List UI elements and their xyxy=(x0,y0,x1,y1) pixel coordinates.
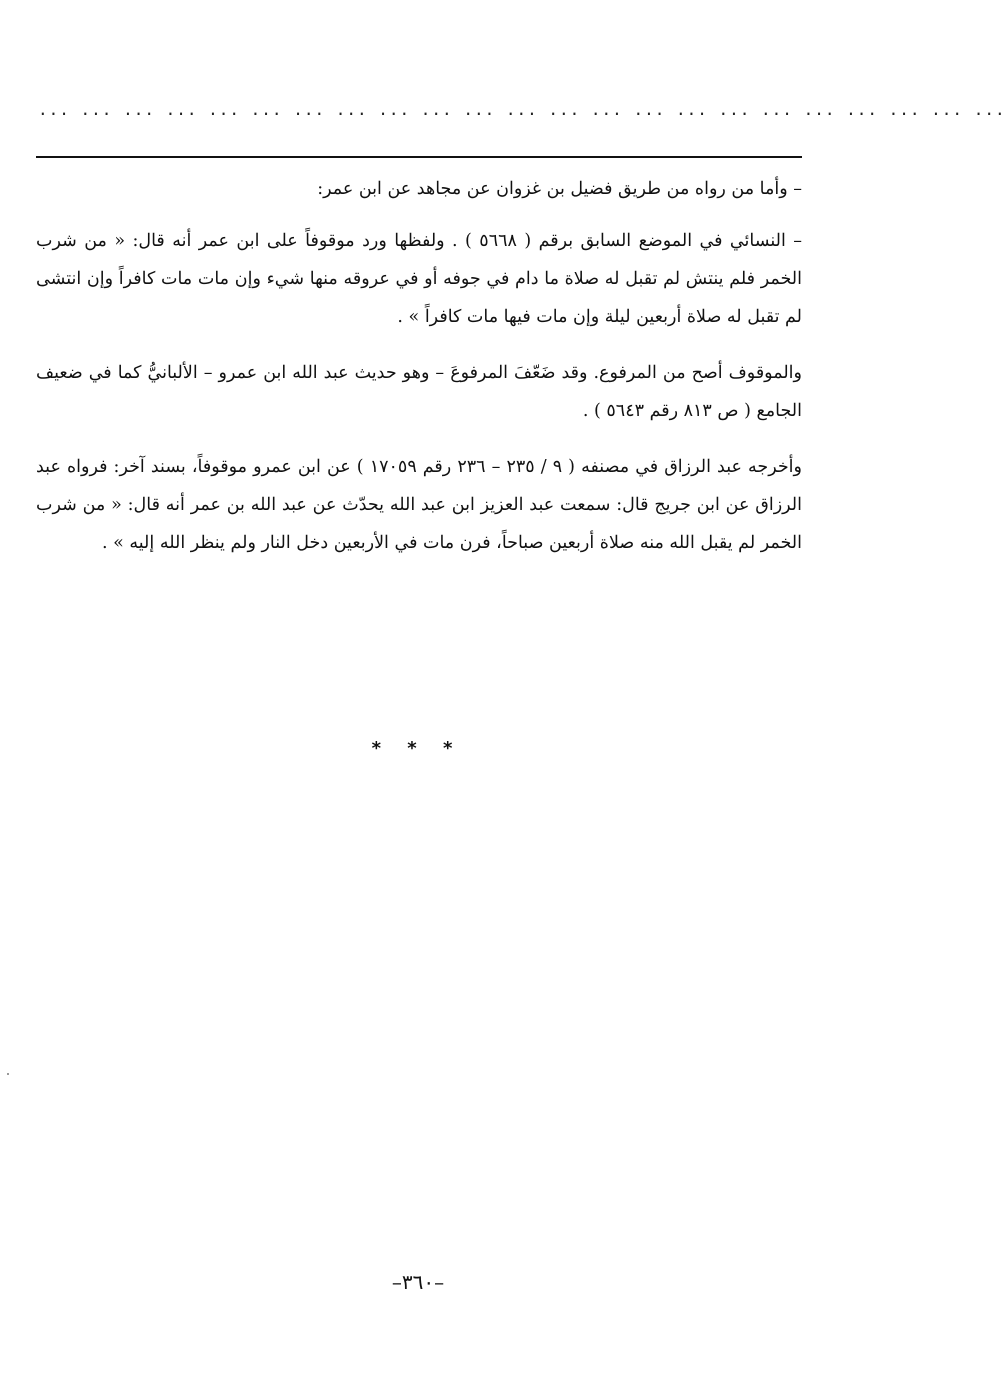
footnote-divider-line xyxy=(36,156,802,158)
page-number: –٣٦٠– xyxy=(391,1270,445,1294)
scan-speck xyxy=(7,1073,9,1075)
paragraph-3: والموقوف أصح من المرفوع. وقد ضَعّفَ المرفوعَ – وهو حديث عبد الله ابن عمرو – الألبانيُّ كما في ضعيف الجامع ( ص ٨١٣ رقم ٥٦٤٣ ) . xyxy=(36,363,802,421)
continuation-dots: ... ... ... ... ... ... ... ... ... ... ... ... ... ... ... ... ... ... ... ... ... ... ... xyxy=(38,100,1006,119)
paragraph-1: – وأما من رواه من طريق فضيل بن غزوان عن مجاهد عن ابن عمر: xyxy=(317,179,802,199)
paragraph-2: – النسائي في الموضع السابق برقم ( ٥٦٦٨ ) . ولفظها ورد موقوفاً على ابن عمر أنه قال: « من شرب الخمر فلم ينتش لم تقبل له صلاة ما دام في جوفه أو في عروقه منها شيء وإن مات مات كافراً وإن انتشى لم تقبل له صلاة أربعين ليلة وإن مات فيها مات كافراً » . xyxy=(36,231,802,327)
section-separator: * * * xyxy=(371,738,463,759)
paragraph-4: وأخرجه عبد الرزاق في مصنفه ( ٩ / ٢٣٥ – ٢٣٦ رقم ١٧٠٥٩ ) عن ابن عمرو موقوفاً، بسند آخر: فرواه عبد الرزاق عن ابن جريج قال: سمعت عبد العزيز ابن عبد الله يحدّث عن عبد الله بن عمر أنه قال: « من شرب الخمر لم يقبل الله منه صلاة أربعين صباحاً، فرن مات في الأربعين دخل النار ولم ينظر الله إليه » . xyxy=(36,457,802,553)
body-text xyxy=(36,170,802,580)
